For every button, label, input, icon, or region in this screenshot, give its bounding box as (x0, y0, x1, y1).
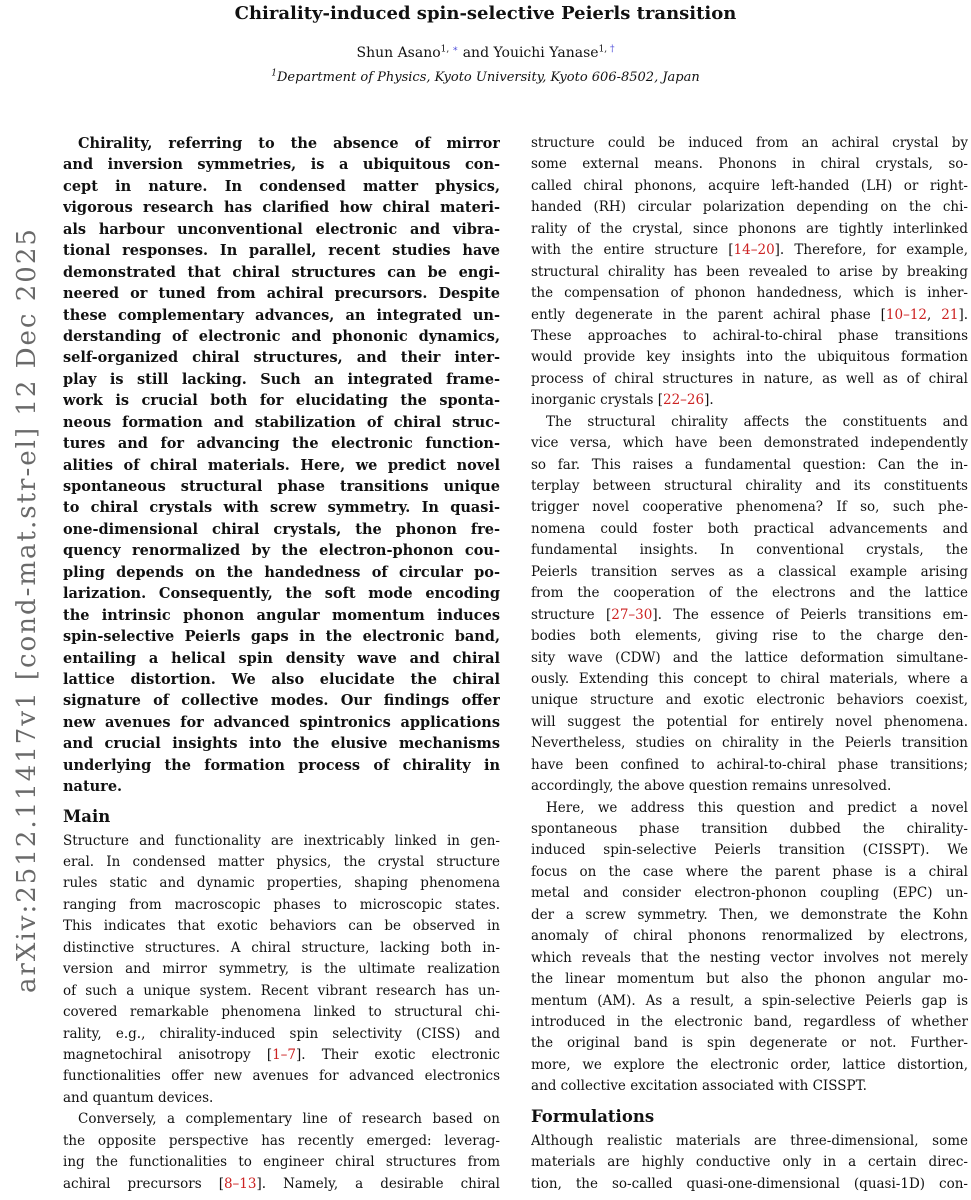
text-line: accordingly, the above question remains unresolved. (531, 778, 892, 795)
text-line: the intrinsic phonon angular momentum induces (63, 606, 500, 624)
text-line: covered remarkable phenomena linked to structural chi- (63, 1004, 500, 1021)
text-line: unique structure and exotic electronic behaviors coexist, (531, 692, 968, 709)
text-line: Structure and functionality are inextricably linked in gen- (63, 832, 500, 849)
text-line: materials are highly conductive only in a certain direc- (531, 1154, 968, 1171)
affiliation-superscript: 1 (271, 68, 277, 79)
text-line: the opposite perspective has recently emerged: leverag- (63, 1132, 500, 1149)
text-line: Conversely, a complementary line of research based on (78, 1111, 500, 1128)
text-line: These approaches to achiral-to-chiral phase transitions (531, 327, 968, 344)
paragraph (531, 133, 968, 412)
author-name: Youichi Yanase (493, 45, 599, 61)
text-line: sity wave (CDW) and the lattice deformation simultane- (531, 649, 968, 666)
text-line: Peierls transition serves as a classical example arising (531, 563, 968, 580)
author-superscript: 1, † (598, 44, 615, 55)
text-line: neered or tuned from achiral precursors. Despite (63, 285, 500, 303)
text-line: more, we explore the electronic order, lattice distortion, (531, 1056, 968, 1073)
citation-link[interactable]: 8–13 (223, 1175, 257, 1192)
text-line: tures and for advancing the electronic function- (63, 435, 500, 453)
text-line: larization. Consequently, the soft mode encoding (63, 585, 500, 603)
text-line: distinctive structures. A chiral structure, lacking both in- (63, 939, 500, 956)
text-line: fundamental insights. In conventional crystals, the (531, 542, 968, 559)
text-line: entailing a helical spin density wave and chiral (63, 649, 500, 667)
text-line: signature of collective modes. Our findings offer (63, 692, 500, 710)
text-line: mentum (AM). As a result, a spin-selective Peierls gap is (531, 992, 968, 1009)
text-line: would provide key insights into the ubiquitous formation (531, 349, 968, 366)
text-line: these complementary advances, an integrated un- (63, 306, 500, 324)
text-line: magnetochiral anisotropy [1–7]. Their exotic electronic (63, 1046, 500, 1063)
author-superscript: 1, ∗ (440, 44, 459, 55)
text-line: nomena could foster both practical advancements and (531, 520, 968, 537)
section-heading: Main (63, 806, 111, 826)
text-line: structural chirality has been revealed to arise by breaking (531, 263, 968, 280)
citation-link[interactable]: 27–30 (611, 606, 653, 623)
paragraph (531, 1131, 968, 1195)
text-line: rules static and dynamic properties, shaping phenomena (63, 875, 500, 892)
text-line: demonstrated that chiral structures can be engi- (63, 263, 500, 281)
citation-link[interactable]: 14–20 (733, 242, 775, 259)
text-line: of such a unique system. Recent vibrant research has un- (63, 982, 500, 999)
text-line: pling depends on the handedness of circular po- (63, 563, 500, 581)
text-line: called chiral phonons, acquire left-handed (LH) or right- (531, 177, 968, 194)
author-join: and (462, 45, 490, 61)
text-line: process of chiral structures in nature, as well as of chiral (531, 370, 968, 387)
text-line: self-organized chiral structures, and their inter- (63, 349, 500, 367)
text-line: alities of chiral materials. Here, we predict novel (63, 456, 500, 474)
text-line: the original band is spin degenerate or not. Further- (531, 1035, 968, 1052)
citation-link[interactable]: 1–7 (272, 1046, 297, 1063)
text-line: handed (RH) circular polarization depending on the chi- (531, 199, 968, 216)
paragraph (63, 133, 500, 798)
text-line: quency renormalized by the electron-phonon cou- (63, 542, 500, 560)
paper-title: Chirality-induced spin-selective Peierls transition (234, 3, 737, 24)
text-line: ranging from macroscopic phases to microscopic states. (63, 896, 500, 913)
text-line: inorganic crystals [22–26]. (531, 392, 714, 409)
text-line: from the cooperation of the electrons and the lattice (531, 585, 968, 602)
text-line: some external means. Phonons in chiral crystals, so- (531, 156, 968, 173)
text-line: with the entire structure [14–20]. Therefore, for example, (531, 242, 968, 259)
text-line: This indicates that exotic behaviors can be observed in (63, 918, 500, 935)
text-line: the linear momentum but also the phonon angular mo- (531, 971, 968, 988)
arxiv-watermark: arXiv:2512.11417v1 [cond-mat.str-el] 12 Dec 2025 (12, 227, 42, 993)
text-line: and inversion symmetries, is a ubiquitous con- (63, 156, 500, 174)
column-right (531, 133, 968, 1200)
text-line: tion, the so-called quasi-one-dimensional (quasi-1D) con- (531, 1175, 968, 1192)
text-line: metal and consider electron-phonon coupling (EPC) un- (531, 885, 968, 902)
text-line: terplay between structural chirality and its constituents (531, 478, 968, 494)
text-line: trigger novel cooperative phenomena? If so, such phe- (531, 499, 968, 516)
text-line: vigorous research has clarified how chiral materi- (63, 199, 500, 217)
text-line: Chirality, referring to the absence of mirror (78, 135, 500, 152)
text-line: will suggest the potential for entirely novel phenomena. (531, 713, 968, 730)
paragraph (531, 412, 968, 798)
text-line: play is still lacking. Such an integrated frame- (63, 370, 500, 388)
text-line: which reveals that the nesting vector involves not merely (531, 949, 968, 966)
text-line: structure [27–30]. The essence of Peierls transitions em- (531, 606, 968, 623)
citation-link[interactable]: 22–26 (663, 392, 705, 409)
column-left (63, 133, 500, 1200)
paragraph (531, 798, 968, 1098)
text-line: ing the functionalities to engineer chiral structures from (63, 1154, 500, 1171)
text-line: new avenues for advanced spintronics applications (63, 713, 500, 731)
text-line: the compensation of phonon handedness, which is inher- (531, 285, 968, 302)
text-line: derstanding of electronic and phononic dynamics, (63, 327, 500, 345)
text-line: one-dimensional chiral crystals, the phonon fre- (63, 520, 500, 538)
affiliation-text: Department of Physics, Kyoto University, Kyoto 606-8502, Japan (276, 70, 700, 85)
text-line: ently degenerate in the parent achiral phase [10–12, 21]. (531, 306, 968, 323)
text-line: have been confined to achiral-to-chiral phase transitions; (531, 756, 968, 773)
text-line: spontaneous phase transition dubbed the chirality- (531, 821, 968, 837)
text-line: Nevertheless, studies on chirality in the Peierls transition (531, 735, 968, 752)
citation-link[interactable]: 21 (941, 306, 959, 323)
text-line: spontaneous structural phase transitions unique (63, 478, 500, 495)
paragraph (63, 1109, 500, 1195)
author-name: Shun Asano (356, 45, 441, 61)
text-line: version and mirror symmetry, is the ultimate realization (63, 961, 500, 978)
text-line: neous formation and stabilization of chiral struc- (63, 413, 500, 431)
text-line: underlying the formation process of chirality in (63, 756, 500, 774)
text-line: and collective excitation associated with CISSPT. (531, 1078, 867, 1095)
text-line: The structural chirality affects the constituents and (546, 413, 968, 430)
text-line: work is crucial both for elucidating the sponta- (63, 392, 500, 410)
text-line: anomaly of chiral phonons renormalized by electrons, (531, 928, 968, 945)
text-line: spin-selective Peierls gaps in the electronic band, (63, 628, 500, 646)
text-line: vice versa, which have been demonstrated independently (531, 435, 968, 452)
text-line: cept in nature. In condensed matter physics, (63, 177, 500, 195)
footnote-dagger-link[interactable]: † (610, 44, 615, 55)
text-line: rality, e.g., chirality-induced spin selectivity (CISS) and (63, 1025, 500, 1042)
text-line: bodies both elements, giving rise to the charge den- (531, 628, 968, 645)
text-line: lattice distortion. We also elucidate the chiral (63, 670, 500, 688)
text-line: and quantum devices. (63, 1089, 214, 1106)
text-line: induced spin-selective Peierls transition (CISSPT). We (531, 842, 968, 859)
text-line: functionalities offer new avenues for advanced electronics (63, 1068, 500, 1085)
text-line: als harbour unconventional electronic and vibra- (63, 220, 500, 238)
text-line: Although realistic materials are three-dimensional, some (531, 1132, 968, 1149)
citation-link[interactable]: 10–12 (885, 306, 928, 323)
text-line: Here, we address this question and predict a novel (546, 799, 968, 816)
affiliation (0, 69, 971, 87)
text-line: introduced in the electronic band, regardless of whether (531, 1013, 968, 1030)
text-line: nature. (63, 778, 123, 796)
text-line: der a screw symmetry. Then, we demonstrate the Kohn (531, 906, 968, 923)
text-line: rality of the crystal, since phonons are tightly interlinked (531, 220, 968, 237)
author-line (0, 43, 971, 63)
text-line: ously. Extending this concept to chiral materials, where a (531, 670, 968, 687)
text-line: and crucial insights into the elusive mechanisms (63, 735, 500, 753)
text-line: achiral precursors [8–13]. Namely, a desirable chiral (63, 1175, 500, 1192)
footnote-star-link[interactable]: ∗ (452, 44, 459, 55)
text-line: to chiral crystals with screw symmetry. In quasi- (63, 499, 500, 517)
text-line: tional responses. In parallel, recent studies have (63, 242, 500, 260)
section-heading: Formulations (531, 1106, 655, 1126)
paragraph (63, 831, 500, 1110)
text-line: focus on the case where the parent phase is a chiral (531, 863, 968, 880)
text-line: so far. This raises a fundamental question: Can the in- (531, 456, 968, 473)
text-line: eral. In condensed matter physics, the crystal structure (63, 854, 500, 870)
text-line: structure could be induced from an achiral crystal by (531, 135, 968, 151)
